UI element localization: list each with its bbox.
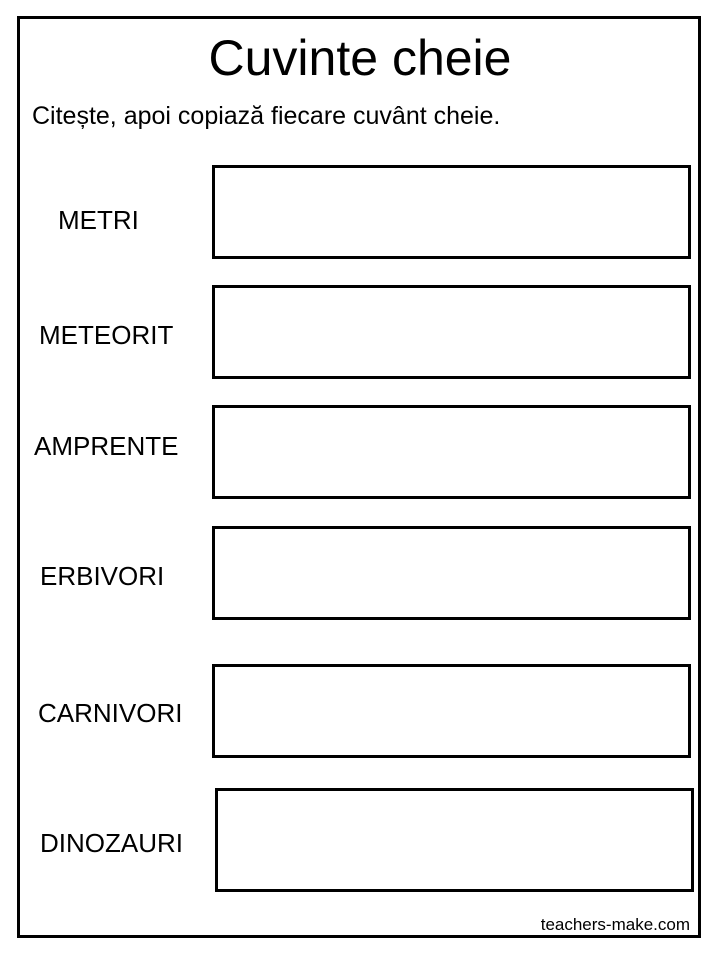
keyword-label-carnivori: CARNIVORI <box>38 698 183 728</box>
keyword-label-amprente: AMPRENTE <box>34 431 179 461</box>
answer-box-dinozauri[interactable] <box>215 788 694 892</box>
answer-box-meteorit[interactable] <box>212 285 691 379</box>
answer-box-carnivori[interactable] <box>212 664 691 758</box>
footer-source: teachers-make.com <box>540 915 690 934</box>
answer-box-metri[interactable] <box>212 165 691 259</box>
keyword-label-erbivori: ERBIVORI <box>40 561 165 591</box>
worksheet-instruction: Citește, apoi copiază fiecare cuvânt cheie. <box>32 102 501 130</box>
keyword-label-metri: METRI <box>58 205 139 235</box>
keyword-label-dinozauri: DINOZAURI <box>40 828 183 858</box>
keyword-label-meteorit: METEORIT <box>39 320 174 350</box>
worksheet-title: Cuvinte cheie <box>208 30 512 86</box>
answer-box-erbivori[interactable] <box>212 526 691 620</box>
answer-box-amprente[interactable] <box>212 405 691 499</box>
